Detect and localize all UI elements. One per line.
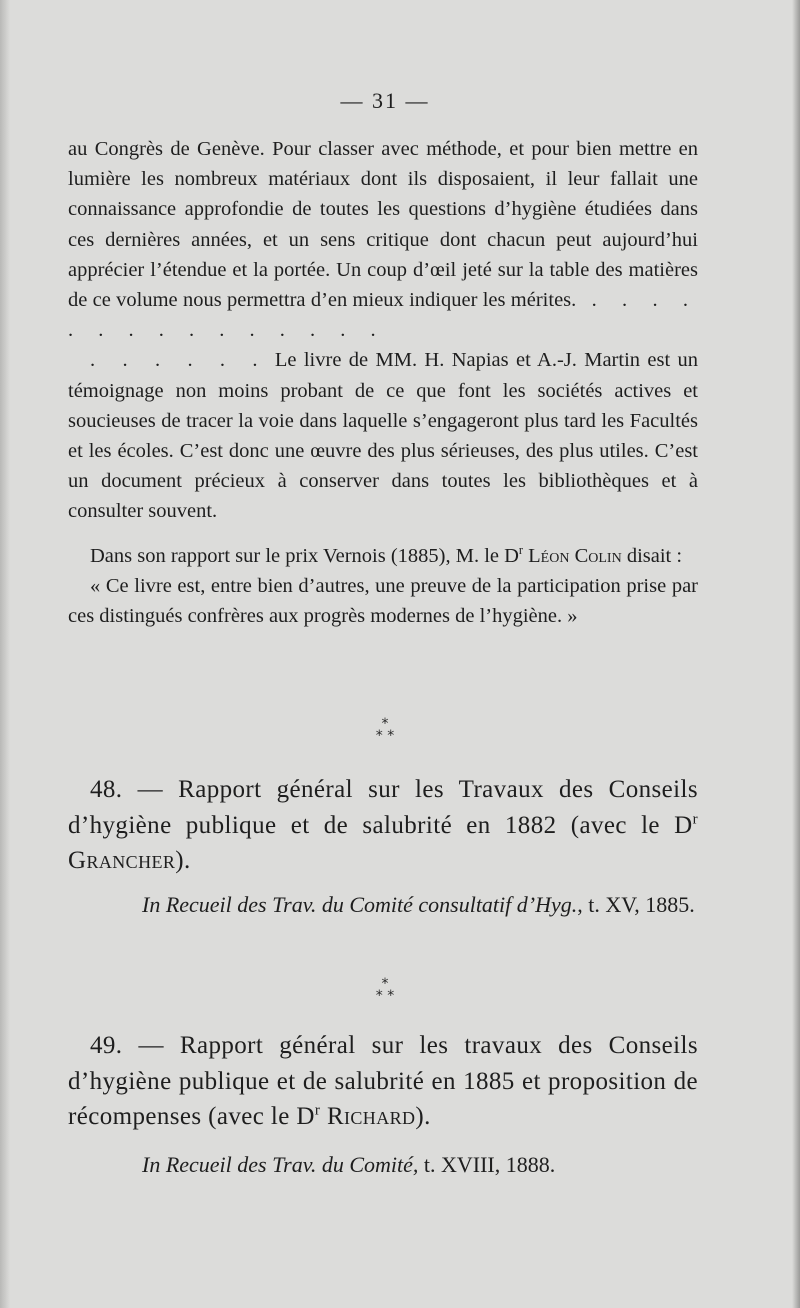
body-text-block xyxy=(68,134,698,631)
page-shadow-right xyxy=(792,0,800,1308)
paragraph-3 xyxy=(68,541,698,571)
paragraph-1-text: au Congrès de Genève. Pour classer avec méthode, et pour bien mettre en lumière les nombreux matériaux dont ils disposaient, il leur fallait une connaissance approfondie de toutes les questions d’hygiène étudiées dans ces dernières années, et un sens critique dont chacun peut aujourd’hui apprécier l’étendue et la portée. Un coup d’œil jeté sur la table des matières de ce volume nous permettra d’en mieux indiquer les mérites. xyxy=(68,138,698,312)
entry-48-reference-volume: , t. XV, 1885. xyxy=(577,892,695,917)
page-shadow-left xyxy=(0,0,10,1308)
entry-48-end: ). xyxy=(175,847,191,874)
entry-48-reference-source: In Recueil des Trav. du Comité consultatif d’Hyg. xyxy=(142,892,578,917)
paragraph-2-ellipsis: . . . . . . xyxy=(90,349,268,372)
asterism-1 xyxy=(0,718,770,742)
paragraph-1-ellipsis: . . . . . . . . . . . . . . . xyxy=(68,289,699,342)
entry-48-superscript: r xyxy=(692,811,698,828)
asterism-1-top: * xyxy=(381,716,389,732)
entry-49 xyxy=(68,1028,698,1135)
entry-48-reference xyxy=(68,888,698,921)
quote-paragraph: « Ce livre est, entre bien d’autres, une preuve de la participation prise par ces distingués confrères aux progrès modernes de l’hygiène. » xyxy=(68,574,698,628)
paragraph-2 xyxy=(68,345,698,526)
asterism-1-bottom: * * xyxy=(375,728,395,744)
entry-48-title xyxy=(68,772,698,879)
entry-49-reference xyxy=(68,1148,698,1181)
asterism-2-top: * xyxy=(381,976,389,992)
paragraph-3-text: Dans son rapport sur le prix Vernois (1885), M. le D xyxy=(90,544,519,567)
author-name: Léon Colin xyxy=(528,544,622,567)
entry-49-title xyxy=(68,1028,698,1135)
entry-49-end: ). xyxy=(415,1103,431,1130)
paragraph-3-superscript: r xyxy=(518,542,524,557)
asterism-2-bottom: * * xyxy=(375,988,395,1004)
entry-49-text: 49. — Rapport général sur les travaux des Conseils d’hygiène publique et de salubrité en 1885 et proposition de récompenses (avec le D xyxy=(68,1032,698,1130)
entry-49-reference-volume: t. XVIII, 1888. xyxy=(418,1152,556,1177)
entry-48-text: 48. — Rapport général sur les Travaux des Conseils d’hygiène publique et de salubrité en 1882 (avec le D xyxy=(68,776,698,839)
page-number: — 31 — xyxy=(340,88,430,113)
entry-49-coauthor: Richard xyxy=(326,1103,416,1130)
paragraph-3-end: disait : xyxy=(621,544,683,567)
entry-48 xyxy=(68,772,698,879)
entry-48-coauthor: Grancher xyxy=(68,847,176,874)
paragraph-2-text: Le livre de MM. H. Napias et A.-J. Martin est un témoignage non moins probant de ce que font les sociétés actives et soucieuses de tracer la voie dans laquelle s’engageront plus tard les Facultés et les écoles. C’est donc une œuvre des plus sérieuses, des plus utiles. C’est un document précieux à conserver dans toutes les bibliothèques et à consulter souvent. xyxy=(68,349,699,523)
asterism-2 xyxy=(0,978,770,1002)
entry-49-superscript: r xyxy=(314,1102,321,1119)
paragraph-1 xyxy=(68,134,698,345)
entry-49-reference-source: In Recueil des Trav. du Comité, xyxy=(142,1152,419,1177)
